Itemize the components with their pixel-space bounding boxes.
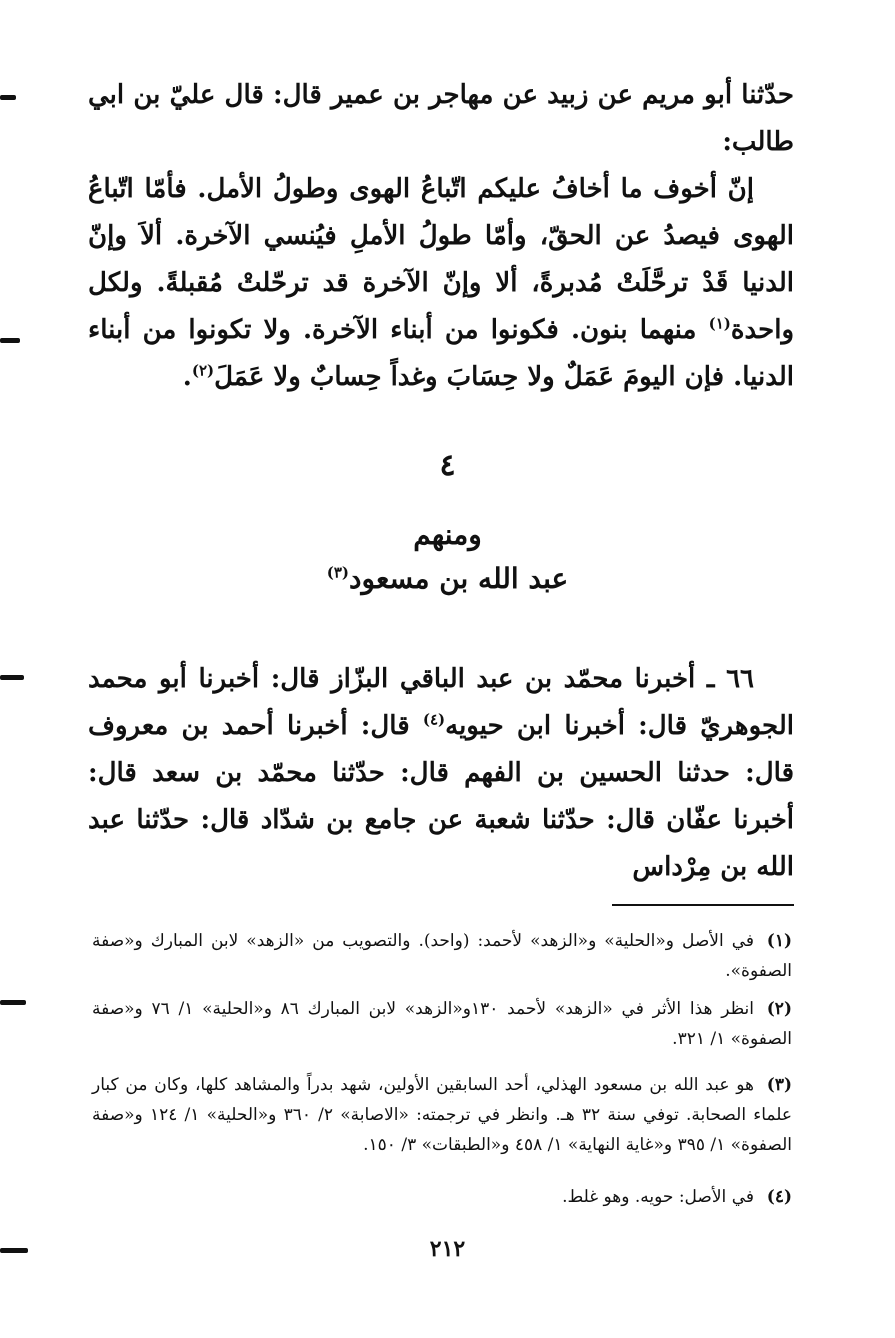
section-heading-line2 [0, 562, 895, 595]
footnote-marker-4[interactable]: (٤) [422, 710, 446, 729]
heading-title: عبد الله بن مسعود [349, 562, 569, 595]
paragraph-text: . [182, 362, 192, 392]
footnote-number: (٢) [766, 999, 792, 1019]
paragraph-text: إنّ أخوف ما أخافُ عليكم اتّباعُ الهوى وطولُ الأمل. فأمّا اتّباعُ الهوى فيصدُ عن الحقّ، وأمّا طولُ الأملِ فيُنسي الآخرة. ألاَ وإنّ الدنيا قَدْ ترحَّلَتْ مُدبرةً، ألا وإنّ الآخرة قد ترحّلتْ مُقبلةً. ولكل واحدة [88, 174, 794, 345]
footnote-1 [92, 926, 792, 986]
section-heading-line1: ومنهم [413, 518, 482, 551]
page-number: ٢١٢ [429, 1236, 466, 1262]
margin-mark [0, 675, 24, 680]
footnote-4 [92, 1182, 792, 1212]
margin-mark [0, 338, 20, 343]
footnote-marker-1[interactable]: (١) [708, 314, 731, 333]
footnote-marker-2[interactable]: (٢) [191, 361, 215, 380]
footnote-marker-3[interactable]: (٣) [326, 563, 350, 582]
footnote-text: انظر هذا الأثر في «الزهد» لأحمد ١٣٠و«الزهد» لابن المبارك ٨٦ و«الحلية» ١/ ٧٦ و«صفة الصفوة» ١/ ٣٢١. [92, 999, 792, 1049]
margin-mark [0, 95, 16, 100]
footnote-number: (٤) [766, 1187, 792, 1207]
footnote-2 [92, 994, 792, 1054]
paragraph-saying [88, 166, 794, 401]
footnote-3 [92, 1070, 792, 1160]
hadith-text: قال: أخبرنا أحمد بن معروف قال: حدثنا الحسين بن الفهم قال: حدّثنا محمّد بن سعد قال: أخبرنا عفّان قال: حدّثنا شعبة عن جامع بن شدّاد قال: حدّثنا عبد الله بن مِرْداس [88, 711, 795, 882]
hadith-66 [88, 656, 794, 891]
footnote-number: (١) [766, 931, 792, 951]
paragraph-text: منهما بنون. فكونوا من أبناء الآخرة. ولا تكونوا من أبناء الدنيا. فإن اليومَ عَمَلٌ ولا حِسَابَ وغداً حِسابٌ ولا عَمَلَ [88, 315, 794, 392]
footnote-text: هو عبد الله بن مسعود الهذلي، أحد السابقين الأولين، شهد بدراً والمشاهد كلها، وكان من كبار علماء الصحابة. توفي سنة ٣٢ هـ. وانظر في ترجمته: «الاصابة» ٢/ ٣٦٠ و«الحلية» ١/ ١٢٤ و«صفة الصفوة» ١/ ٣٩٥ و«غاية النهاية» ١/ ٤٥٨ و«الطبقات» ٣/ ١٥٠. [92, 1075, 792, 1155]
footnote-text: في الأصل: حويه. وهو غلط. [562, 1187, 754, 1207]
paragraph-isnad [88, 72, 794, 166]
footnote-number: (٣) [766, 1075, 792, 1095]
paragraph-text: حدّثنا أبو مريم عن زبيد عن مهاجر بن عمير قال: قال عليّ بن ابي طالب: [88, 80, 794, 157]
footnote-divider [612, 904, 794, 906]
hadith-text: ٦٦ ـ أخبرنا محمّد بن عبد الباقي البزّاز قال: أخبرنا أبو محمد الجوهريّ قال: أخبرنا ابن حيويه [88, 664, 794, 741]
margin-mark [0, 1000, 26, 1005]
section-number: ٤ [439, 448, 456, 483]
footnote-text: في الأصل و«الحلية» و«الزهد» لأحمد: (واحد). والتصويب من «الزهد» لابن المبارك و«صفة الصفوة». [92, 931, 792, 981]
